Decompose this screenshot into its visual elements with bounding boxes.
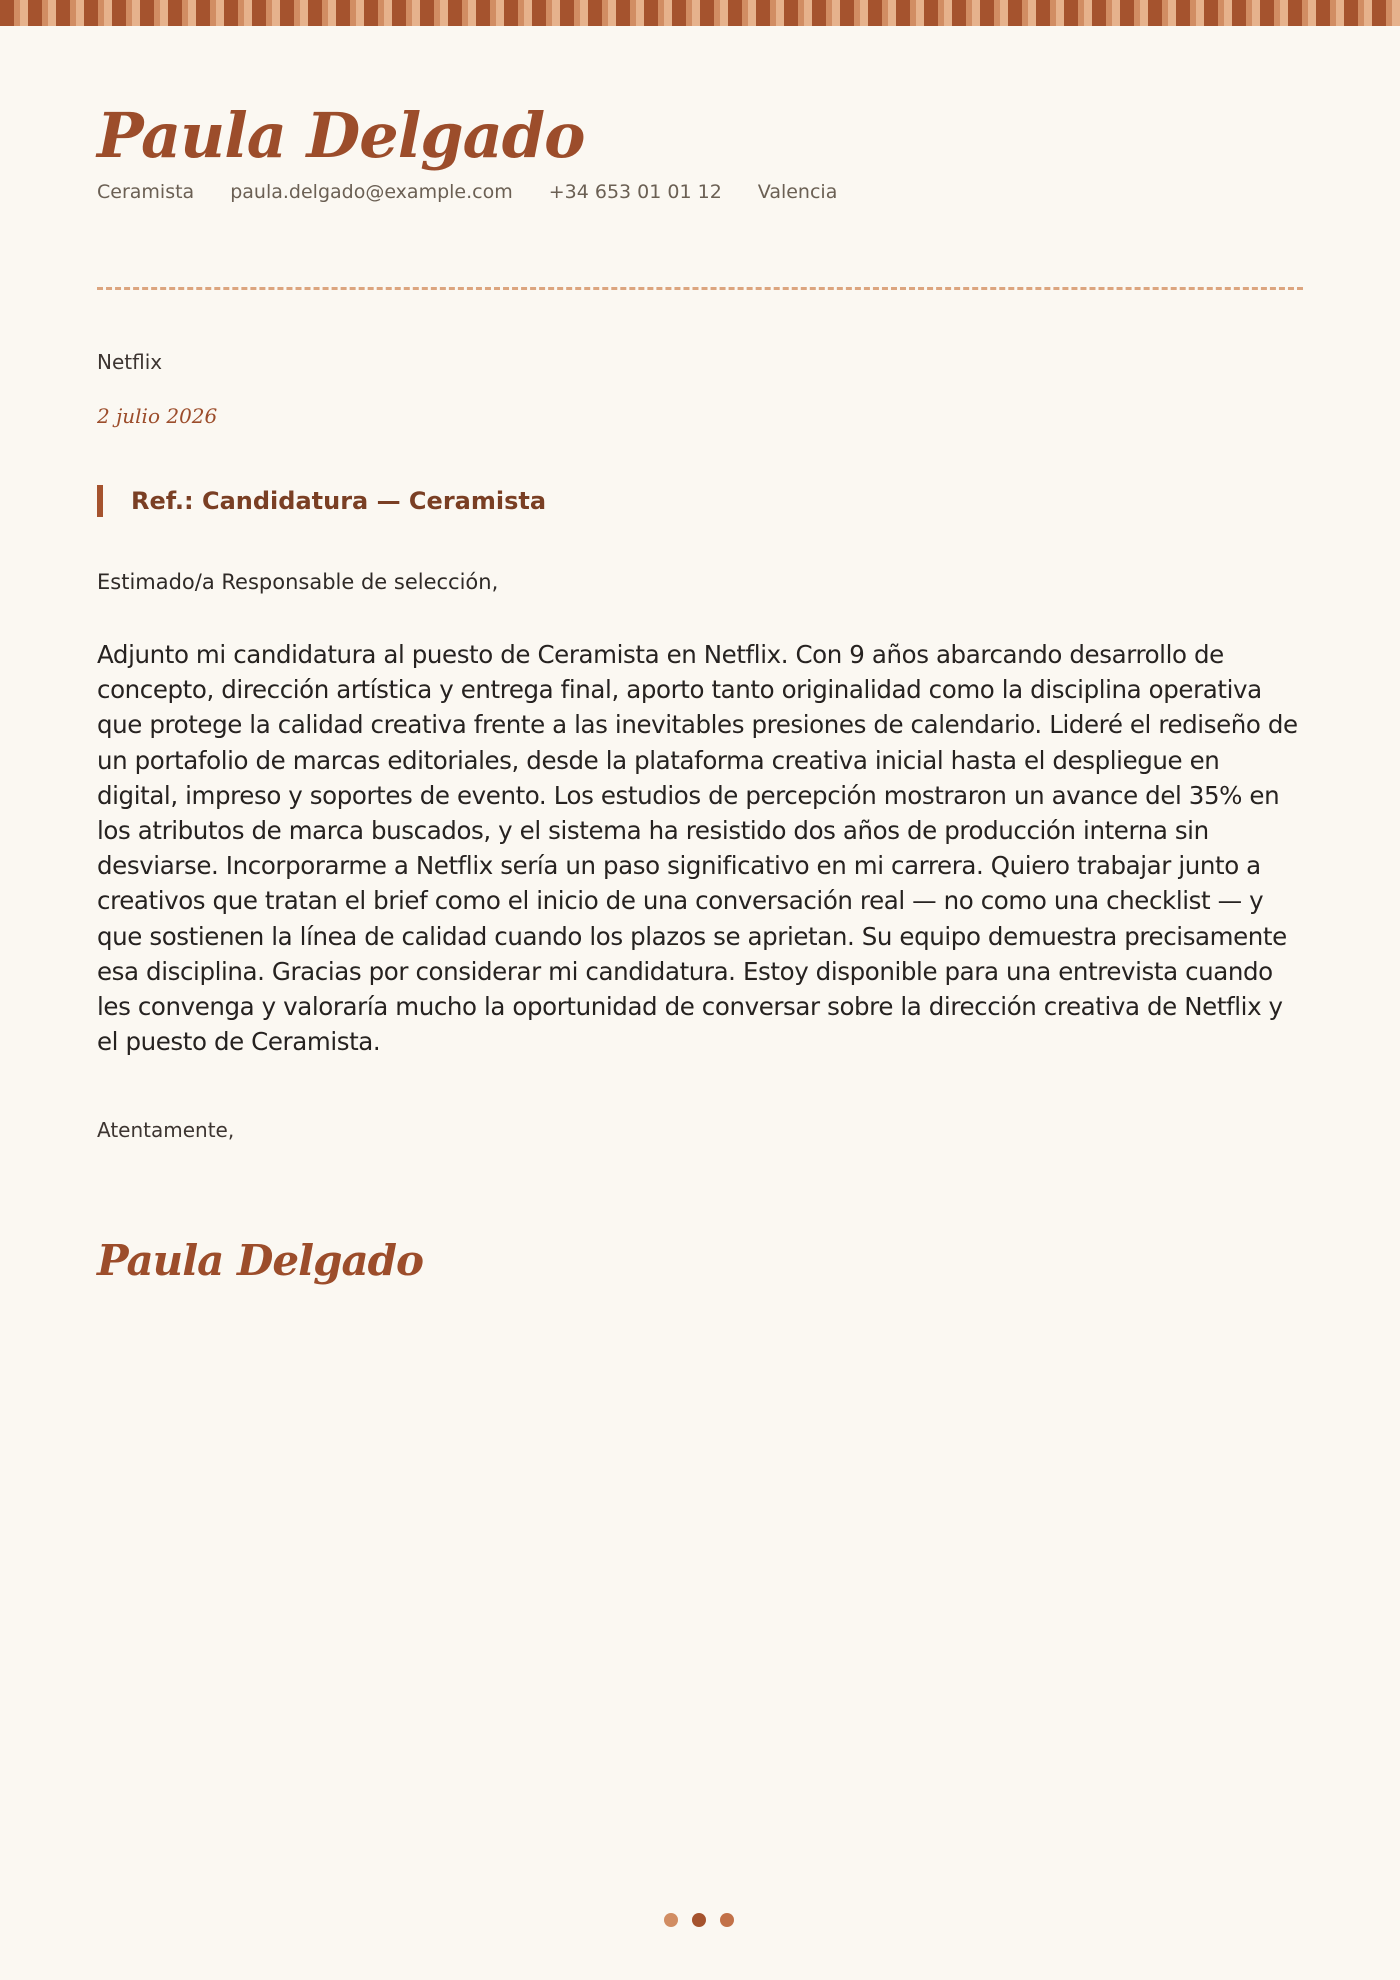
sender-name: Paula Delgado xyxy=(97,99,585,172)
contact-job-title: Ceramista xyxy=(97,181,195,204)
decorative-dot xyxy=(692,1913,706,1927)
dashed-divider xyxy=(97,287,1303,290)
signature: Paula Delgado xyxy=(97,1236,424,1285)
decorative-top-band xyxy=(0,0,1400,26)
contact-email: paula.delgado@example.com xyxy=(230,181,513,204)
letter-date: 2 julio 2026 xyxy=(97,404,218,428)
letter-header xyxy=(97,100,1303,203)
page-dots xyxy=(664,1913,734,1927)
contact-line xyxy=(97,181,1303,203)
letter-body: Adjunto mi candidatura al puesto de Ceramista en Netflix. Con 9 años abarcando desarrollo de concepto, dirección artística y entrega final, aporto tanto originalidad como la disciplina operativa que protege la calidad creativa frente a las inevitables presiones de calendario. Lideré el rediseño de un portafolio de marcas editoriales, desde la plataforma creativa inicial hasta el despliegue en digital, impreso y soportes de evento. Los estudios de percepción mostraron un avance del 35% en los atributos de marca buscados, y el sistema ha resistido dos años de producción interna sin desviarse. Incorporarme a Netflix sería un paso significativo en mi carrera. Quiero trabajar junto a creativos que tratan el brief como el inicio de una conversación real — no como una checklist — y que sostienen la línea de calidad cuando los plazos se aprietan. Su equipo demuestra precisamente esa disciplina. Gracias por considerar mi candidatura. Estoy disponible para una entrevista cuando les convenga y valoraría mucho la oportunidad de conversar sobre la dirección creativa de Netflix y el puesto de Ceramista. xyxy=(97,640,1298,1057)
subject-line xyxy=(97,485,546,517)
closing: Atentamente, xyxy=(97,1118,235,1142)
contact-city: Valencia xyxy=(757,181,838,204)
subject-text: Ref.: Candidatura — Ceramista xyxy=(131,487,547,515)
decorative-dot xyxy=(720,1913,734,1927)
contact-phone: +34 653 01 01 12 xyxy=(548,181,722,204)
greeting: Estimado/a Responsable de selección, xyxy=(97,570,499,594)
decorative-dot xyxy=(664,1913,678,1927)
recipient: Netflix xyxy=(97,350,163,374)
